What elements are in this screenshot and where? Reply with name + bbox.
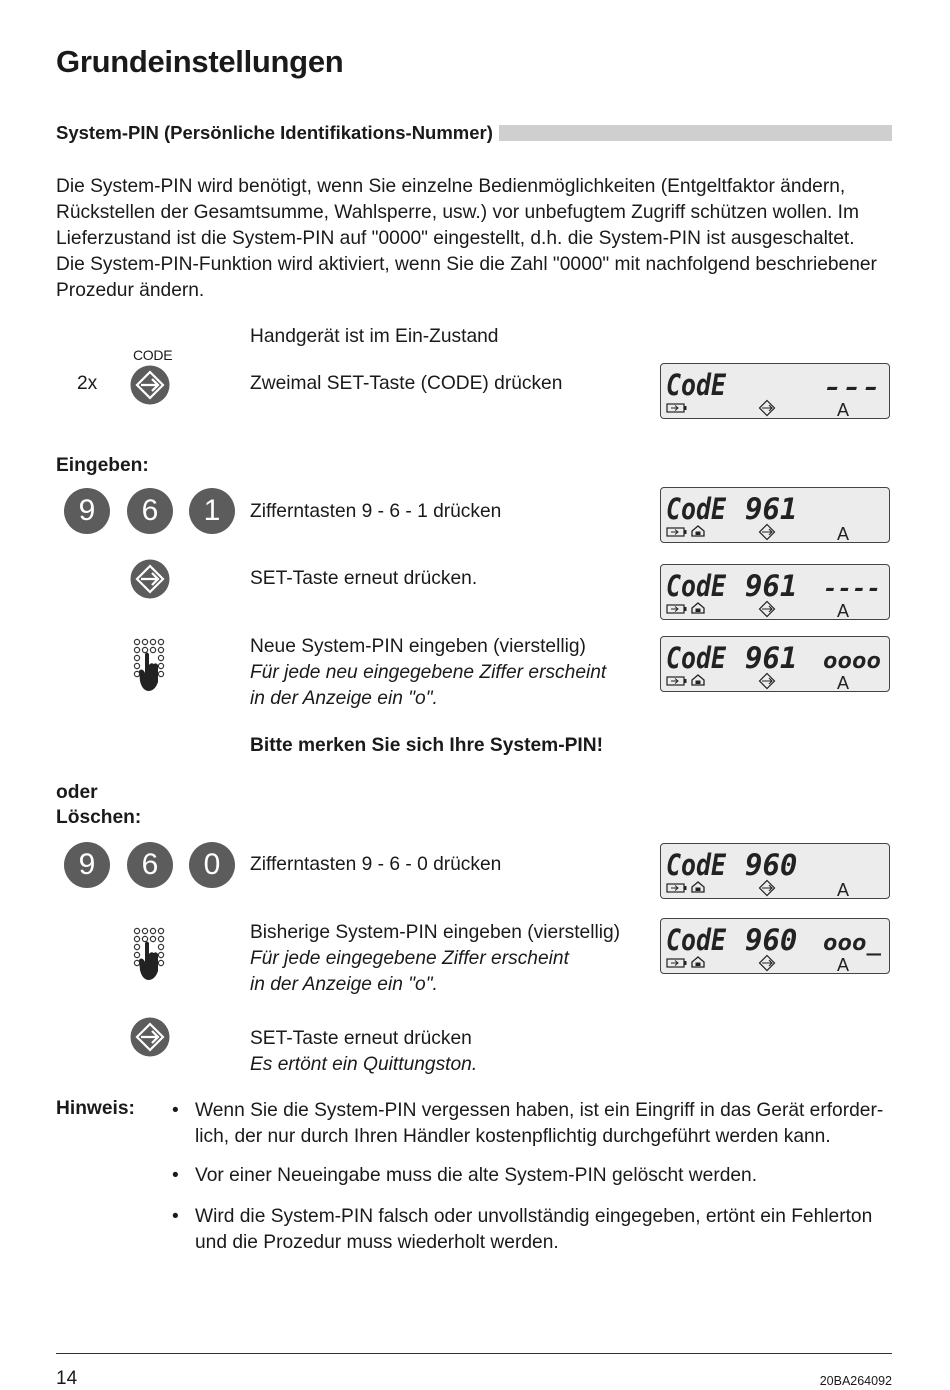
step-press-960: Zifferntasten 9 - 6 - 0 drücken — [250, 854, 502, 875]
lcd-display-5 — [660, 843, 890, 899]
old-pin-note: Für jede eingegebene Ziffer erscheint — [250, 948, 569, 969]
heading-bar — [499, 125, 892, 141]
digit-key-9: 9 — [64, 488, 110, 534]
step-set-again-2: SET-Taste erneut drücken — [250, 1028, 472, 1049]
lcd-number: 960 — [745, 848, 798, 882]
battery-icon — [667, 677, 687, 685]
battery-icon — [667, 404, 687, 412]
digit-key-6: 6 — [127, 488, 173, 534]
intro-line: Die System-PIN-Funktion wird aktiviert, wenn Sie die Zahl "0000" mit nachfolgend beschriebener — [56, 254, 877, 275]
step-press-set-again: SET-Taste erneut drücken. — [250, 568, 478, 589]
lcd-mode: A — [837, 673, 850, 690]
intro-line: Die System-PIN wird benötigt, wenn Sie einzelne Bedienmöglichkeiten (Entgeltfaktor ändern, — [56, 176, 846, 197]
eingeben-label: Eingeben: — [56, 455, 149, 476]
step-handset-on: Handgerät ist im Ein-Zustand — [250, 326, 499, 347]
lcd-mode: A — [837, 524, 850, 541]
hinweis-text: und die Prozedur muss wiederholt werden. — [195, 1232, 559, 1253]
lcd-display-1 — [660, 363, 890, 419]
hinweis-text: lich, der nur durch Ihren Händler kostenpflichtig durchgeführt werden kann. — [195, 1126, 831, 1147]
lcd-number: 961 — [745, 641, 798, 675]
battery-icon — [667, 605, 687, 613]
set-arrow-icon — [760, 956, 775, 971]
lock-icon — [692, 675, 704, 685]
lcd-mode: A — [837, 955, 850, 972]
set-arrow-icon — [760, 602, 775, 617]
battery-icon — [667, 528, 687, 536]
bullet-dot: • — [172, 1100, 179, 1121]
set-arrow-icon — [760, 525, 775, 540]
lcd-number: 960 — [745, 923, 798, 957]
digit-key-1: 1 — [189, 488, 235, 534]
section-heading — [56, 121, 892, 145]
battery-icon — [667, 884, 687, 892]
bullet-dot: • — [172, 1206, 179, 1227]
battery-icon — [667, 959, 687, 967]
lcd-pin-digits: ooo_ — [823, 931, 882, 956]
lock-icon — [692, 526, 704, 536]
hinweis-text: Wenn Sie die System-PIN vergessen haben, ist ein Eingriff in das Gerät erforder- — [195, 1100, 884, 1121]
page-number: 14 — [56, 1368, 78, 1389]
new-pin-note: Für jede neu eingegebene Ziffer erscheint — [250, 662, 607, 683]
bullet-dot: • — [172, 1165, 179, 1186]
old-pin-instruction: Bisherige System-PIN eingeben (vierstellig) — [250, 922, 621, 943]
intro-line: Rückstellen der Gesamtsumme, Wahlsperre, usw.) vor unbefugtem Zugriff schützen wollen. Im — [56, 202, 859, 223]
confirm-tone-note: Es ertönt ein Quittungston. — [250, 1054, 478, 1075]
lcd-word: CodE — [666, 492, 727, 526]
digit-key-6: 6 — [127, 842, 173, 888]
lcd-word: CodE — [666, 923, 727, 957]
set-key-icon — [130, 365, 170, 405]
lock-icon — [692, 882, 704, 892]
set-key-icon — [130, 559, 170, 599]
lcd-word: CodE — [666, 848, 727, 882]
old-pin-note: in der Anzeige ein "o". — [250, 974, 438, 995]
digit-key-0: 0 — [189, 842, 235, 888]
keypad-finger-icon — [133, 927, 173, 985]
new-pin-instruction: Neue System-PIN eingeben (vierstellig) — [250, 636, 586, 657]
intro-line: Prozedur ändern. — [56, 280, 205, 301]
set-arrow-icon — [760, 401, 775, 416]
step-press-set-twice: Zweimal SET-Taste (CODE) drücken — [250, 373, 563, 394]
lcd-display-6 — [660, 918, 890, 974]
lcd-mode: A — [837, 400, 850, 417]
lcd-display-3 — [660, 564, 890, 620]
lock-icon — [692, 603, 704, 613]
set-arrow-icon — [760, 674, 775, 689]
new-pin-note: in der Anzeige ein "o". — [250, 688, 438, 709]
lcd-word: CodE — [666, 569, 727, 603]
lcd-word: CodE — [666, 368, 727, 402]
lock-icon — [692, 957, 704, 967]
hinweis-label: Hinweis: — [56, 1098, 135, 1119]
digit-key-9: 9 — [64, 842, 110, 888]
hinweis-text: Vor einer Neueingabe muss die alte System-PIN gelöscht werden. — [195, 1165, 758, 1186]
document-id: 20BA264092 — [819, 1374, 892, 1388]
times-label: 2x — [77, 373, 98, 394]
lcd-pin-digits: --- — [823, 376, 881, 401]
oder-label: oder — [56, 782, 98, 803]
keypad-finger-icon — [133, 638, 173, 696]
set-arrow-icon — [760, 881, 775, 896]
footer-rule — [56, 1353, 892, 1354]
lcd-number: 961 — [745, 492, 798, 526]
step-press-961: Zifferntasten 9 - 6 - 1 drücken — [250, 501, 502, 522]
intro-line: Lieferzustand ist die System-PIN auf "0000" eingestellt, d.h. die System-PIN ist ausgeschaltet. — [56, 228, 855, 249]
page-title: Grundeinstellungen — [56, 44, 344, 79]
lcd-number: 961 — [745, 569, 798, 603]
intro-paragraph — [56, 174, 901, 304]
lcd-display-2 — [660, 487, 890, 543]
lcd-pin-digits: oooo — [823, 649, 881, 674]
set-key-icon — [130, 1017, 170, 1057]
loeschen-label: Löschen: — [56, 807, 142, 828]
lcd-mode: A — [837, 601, 850, 618]
lcd-pin-digits: ---- — [823, 577, 881, 602]
lcd-word: CodE — [666, 641, 727, 675]
hinweis-text: Wird die System-PIN falsch oder unvollständig eingegeben, ertönt ein Fehlerton — [195, 1206, 873, 1227]
code-label: CODE — [133, 347, 173, 363]
remember-pin-note: Bitte merken Sie sich Ihre System-PIN! — [250, 735, 603, 756]
lcd-display-4 — [660, 636, 890, 692]
section-heading-text: System-PIN (Persönliche Identifikations-Nummer) — [56, 122, 493, 143]
lcd-mode: A — [837, 880, 850, 897]
